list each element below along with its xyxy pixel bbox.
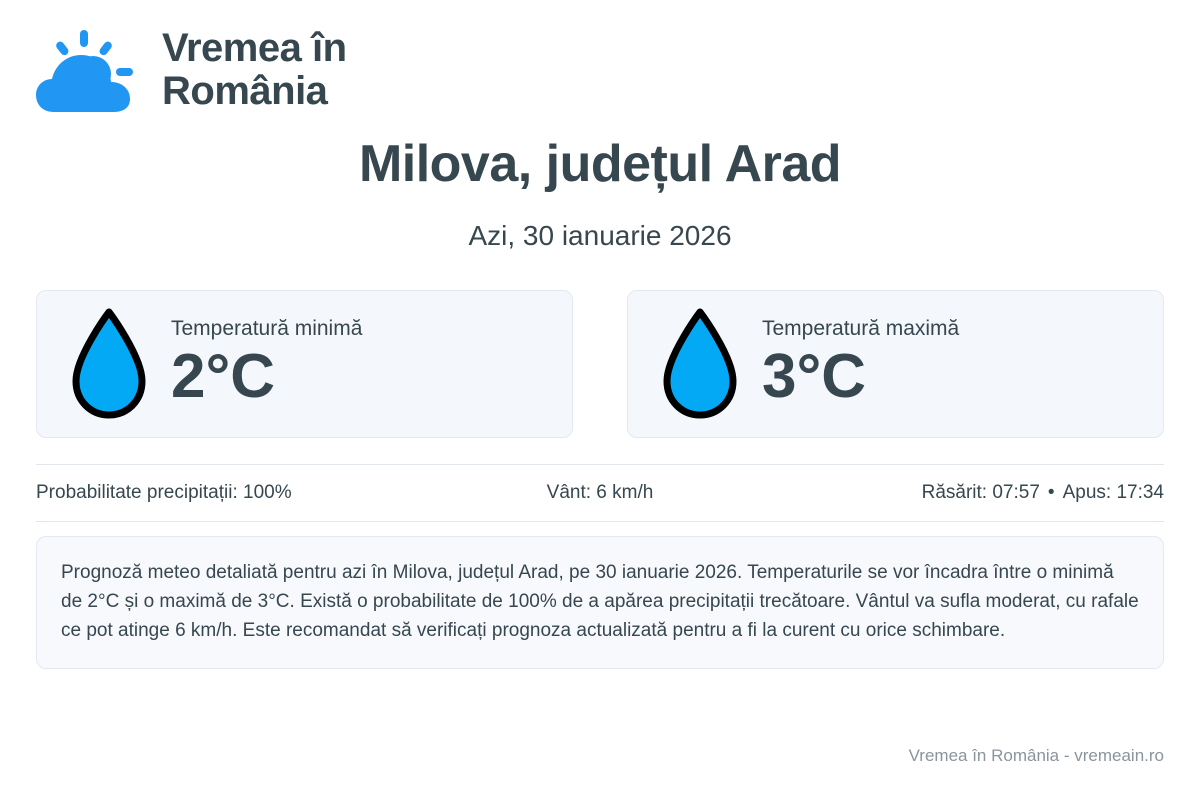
- wind-stat: Vânt: 6 km/h: [546, 482, 654, 503]
- page-title: Milova, județul Arad: [358, 135, 842, 193]
- min-temperature-card: [36, 290, 573, 438]
- precipitation-stat: Probabilitate precipitații: 100%: [36, 482, 292, 503]
- sunset-value: Apus: 17:34: [1062, 482, 1164, 503]
- brand-header: [36, 0, 1164, 113]
- water-drop-icon: [61, 308, 157, 420]
- sun-cloud-icon: [36, 24, 144, 116]
- water-drop-icon: [652, 308, 748, 420]
- max-temperature-card: [627, 290, 1164, 438]
- weather-stats-row: [36, 464, 1164, 522]
- min-temperature-value: 2°C: [171, 341, 276, 411]
- max-temperature-value: 3°C: [762, 341, 867, 411]
- max-temperature-label: Temperatură maximă: [762, 316, 960, 340]
- sun-times-stat: [788, 482, 1164, 504]
- footer-credit: Vremea în România - vremeain.ro: [908, 746, 1164, 765]
- temperature-cards: [36, 290, 1164, 438]
- forecast-description: Prognoză meteo detaliată pentru azi în Milova, județul Arad, pe 30 ianuarie 2026. Temperaturile se vor încadra între o minimă de 2°C și o maximă de 3°C. Există o probabilitate de 100% de a apărea precipitații trecătoare. Vântul va sufla moderat, cu rafale ce pot atinge 6 km/h. Este recomandat să verificați prognoza actualizată pentru a fi la curent cu orice schimbare.: [36, 536, 1164, 669]
- stat-separator: •: [1047, 482, 1055, 503]
- date-subtitle: Azi, 30 ianuarie 2026: [468, 220, 732, 251]
- sunrise-value: Răsărit: 07:57: [921, 482, 1040, 503]
- min-temperature-label: Temperatură minimă: [171, 316, 363, 340]
- brand-title: Vremea în România: [162, 25, 347, 113]
